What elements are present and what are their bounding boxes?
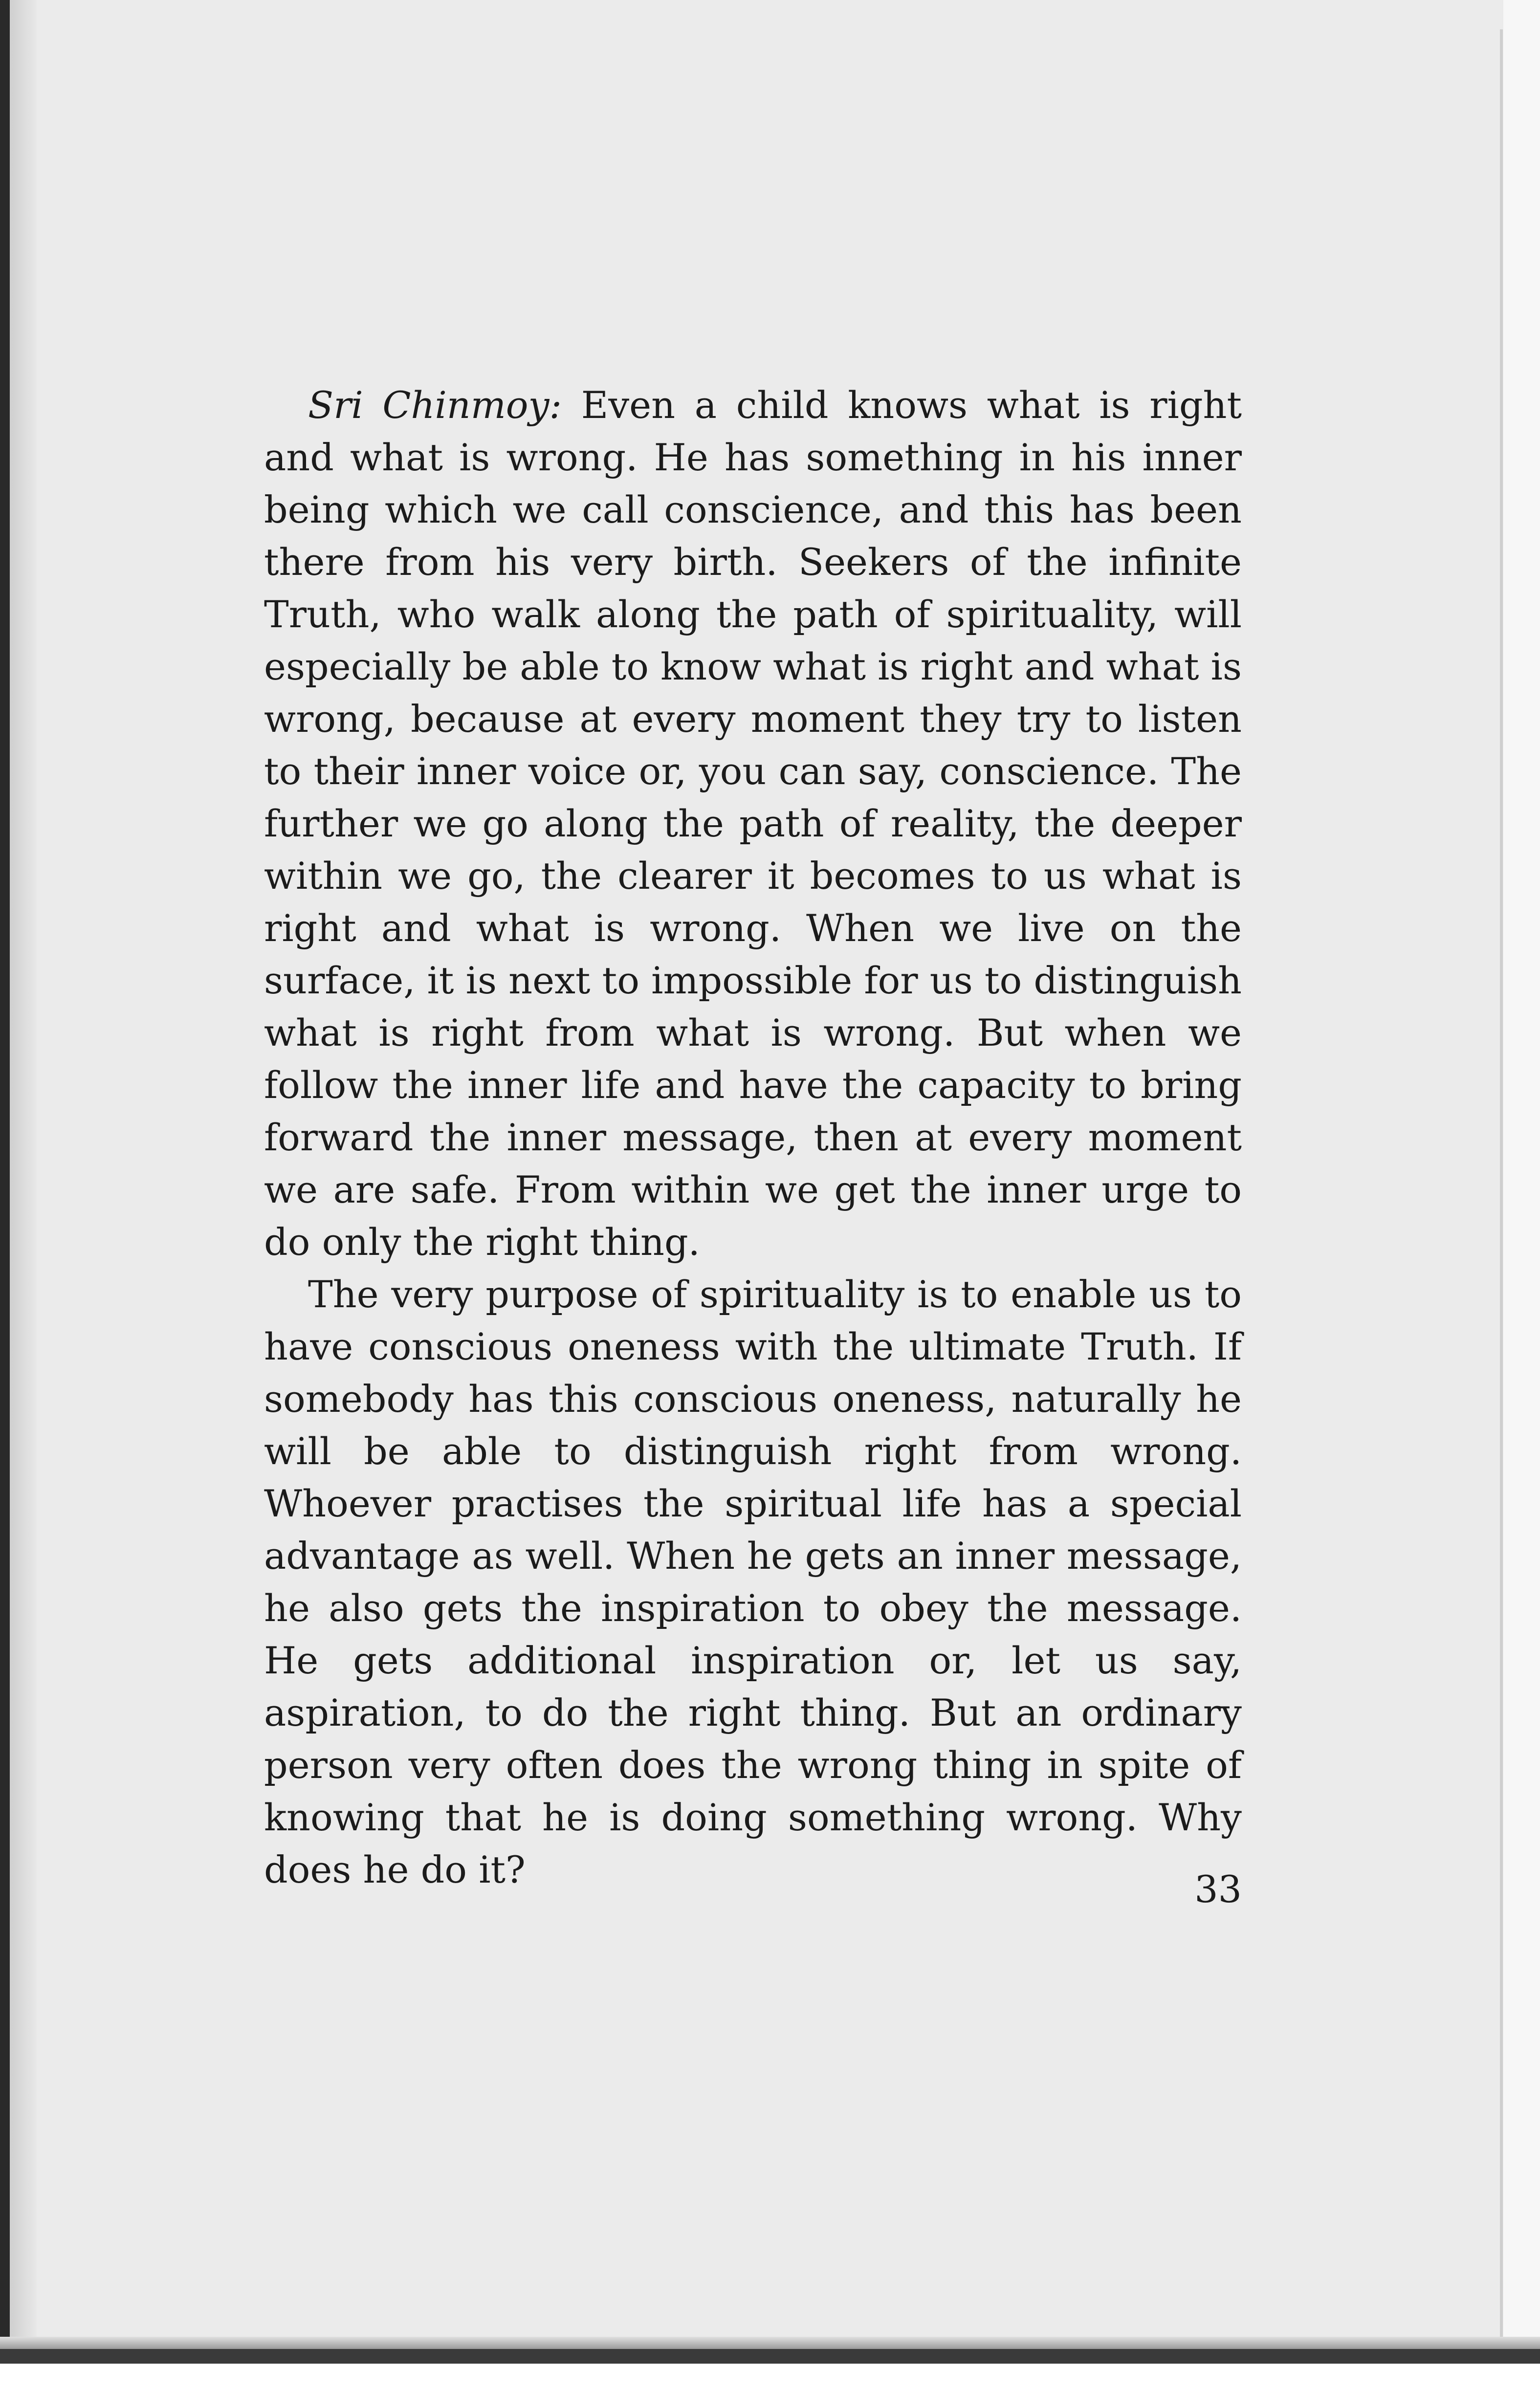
paragraph-2: The very purpose of spirituality is to enable us to have conscious oneness with the ultimate Truth. If somebody has this conscious oneness, naturally he will be able to distinguish right from wrong. Whoever practises the spiritual life has a special advantage as well. When he gets an inner message, he also gets the inspiration to obey the message. He gets additional inspiration or, let us say, aspiration, to do the right thing. But an ordinary person very often does the wrong thing in spite of knowing that he is doing something wrong. Why does he do it? xyxy=(264,1273,1242,1891)
page-bottom-edge xyxy=(0,2349,1540,2364)
speaker-label: Sri Chinmoy: xyxy=(308,383,562,427)
page-right-edge-line xyxy=(1500,29,1503,2349)
body-text xyxy=(264,379,1242,1896)
page-right-margin xyxy=(1503,0,1540,2392)
paragraph-1-text: Even a child knows what is right and what is wrong. He has something in his inner being which we call conscience, and this has been there from his very birth. Seekers of the infinite Truth, who walk along the path of spirituality, will especially be able to know what is right and what is wrong, because at every moment they try to listen to their inner voice or, you can say, conscience. The further we go along the path of reality, the deeper within we go, the clearer it becomes to us what is right and what is wrong. When we live on the surface, it is next to impossible for us to distinguish what is right from what is wrong. But when we follow the inner life and have the capacity to bring forward the inner message, then at every moment we are safe. From within we get the inner urge to do only the right thing. xyxy=(264,383,1242,1264)
page-number: 33 xyxy=(1194,1867,1242,1911)
scan-background xyxy=(0,2364,1540,2392)
page-bottom-shadow xyxy=(0,2337,1540,2349)
page-binding-shadow xyxy=(10,0,37,2392)
page-binding-edge xyxy=(0,0,10,2392)
paragraph-1 xyxy=(264,379,1242,1268)
